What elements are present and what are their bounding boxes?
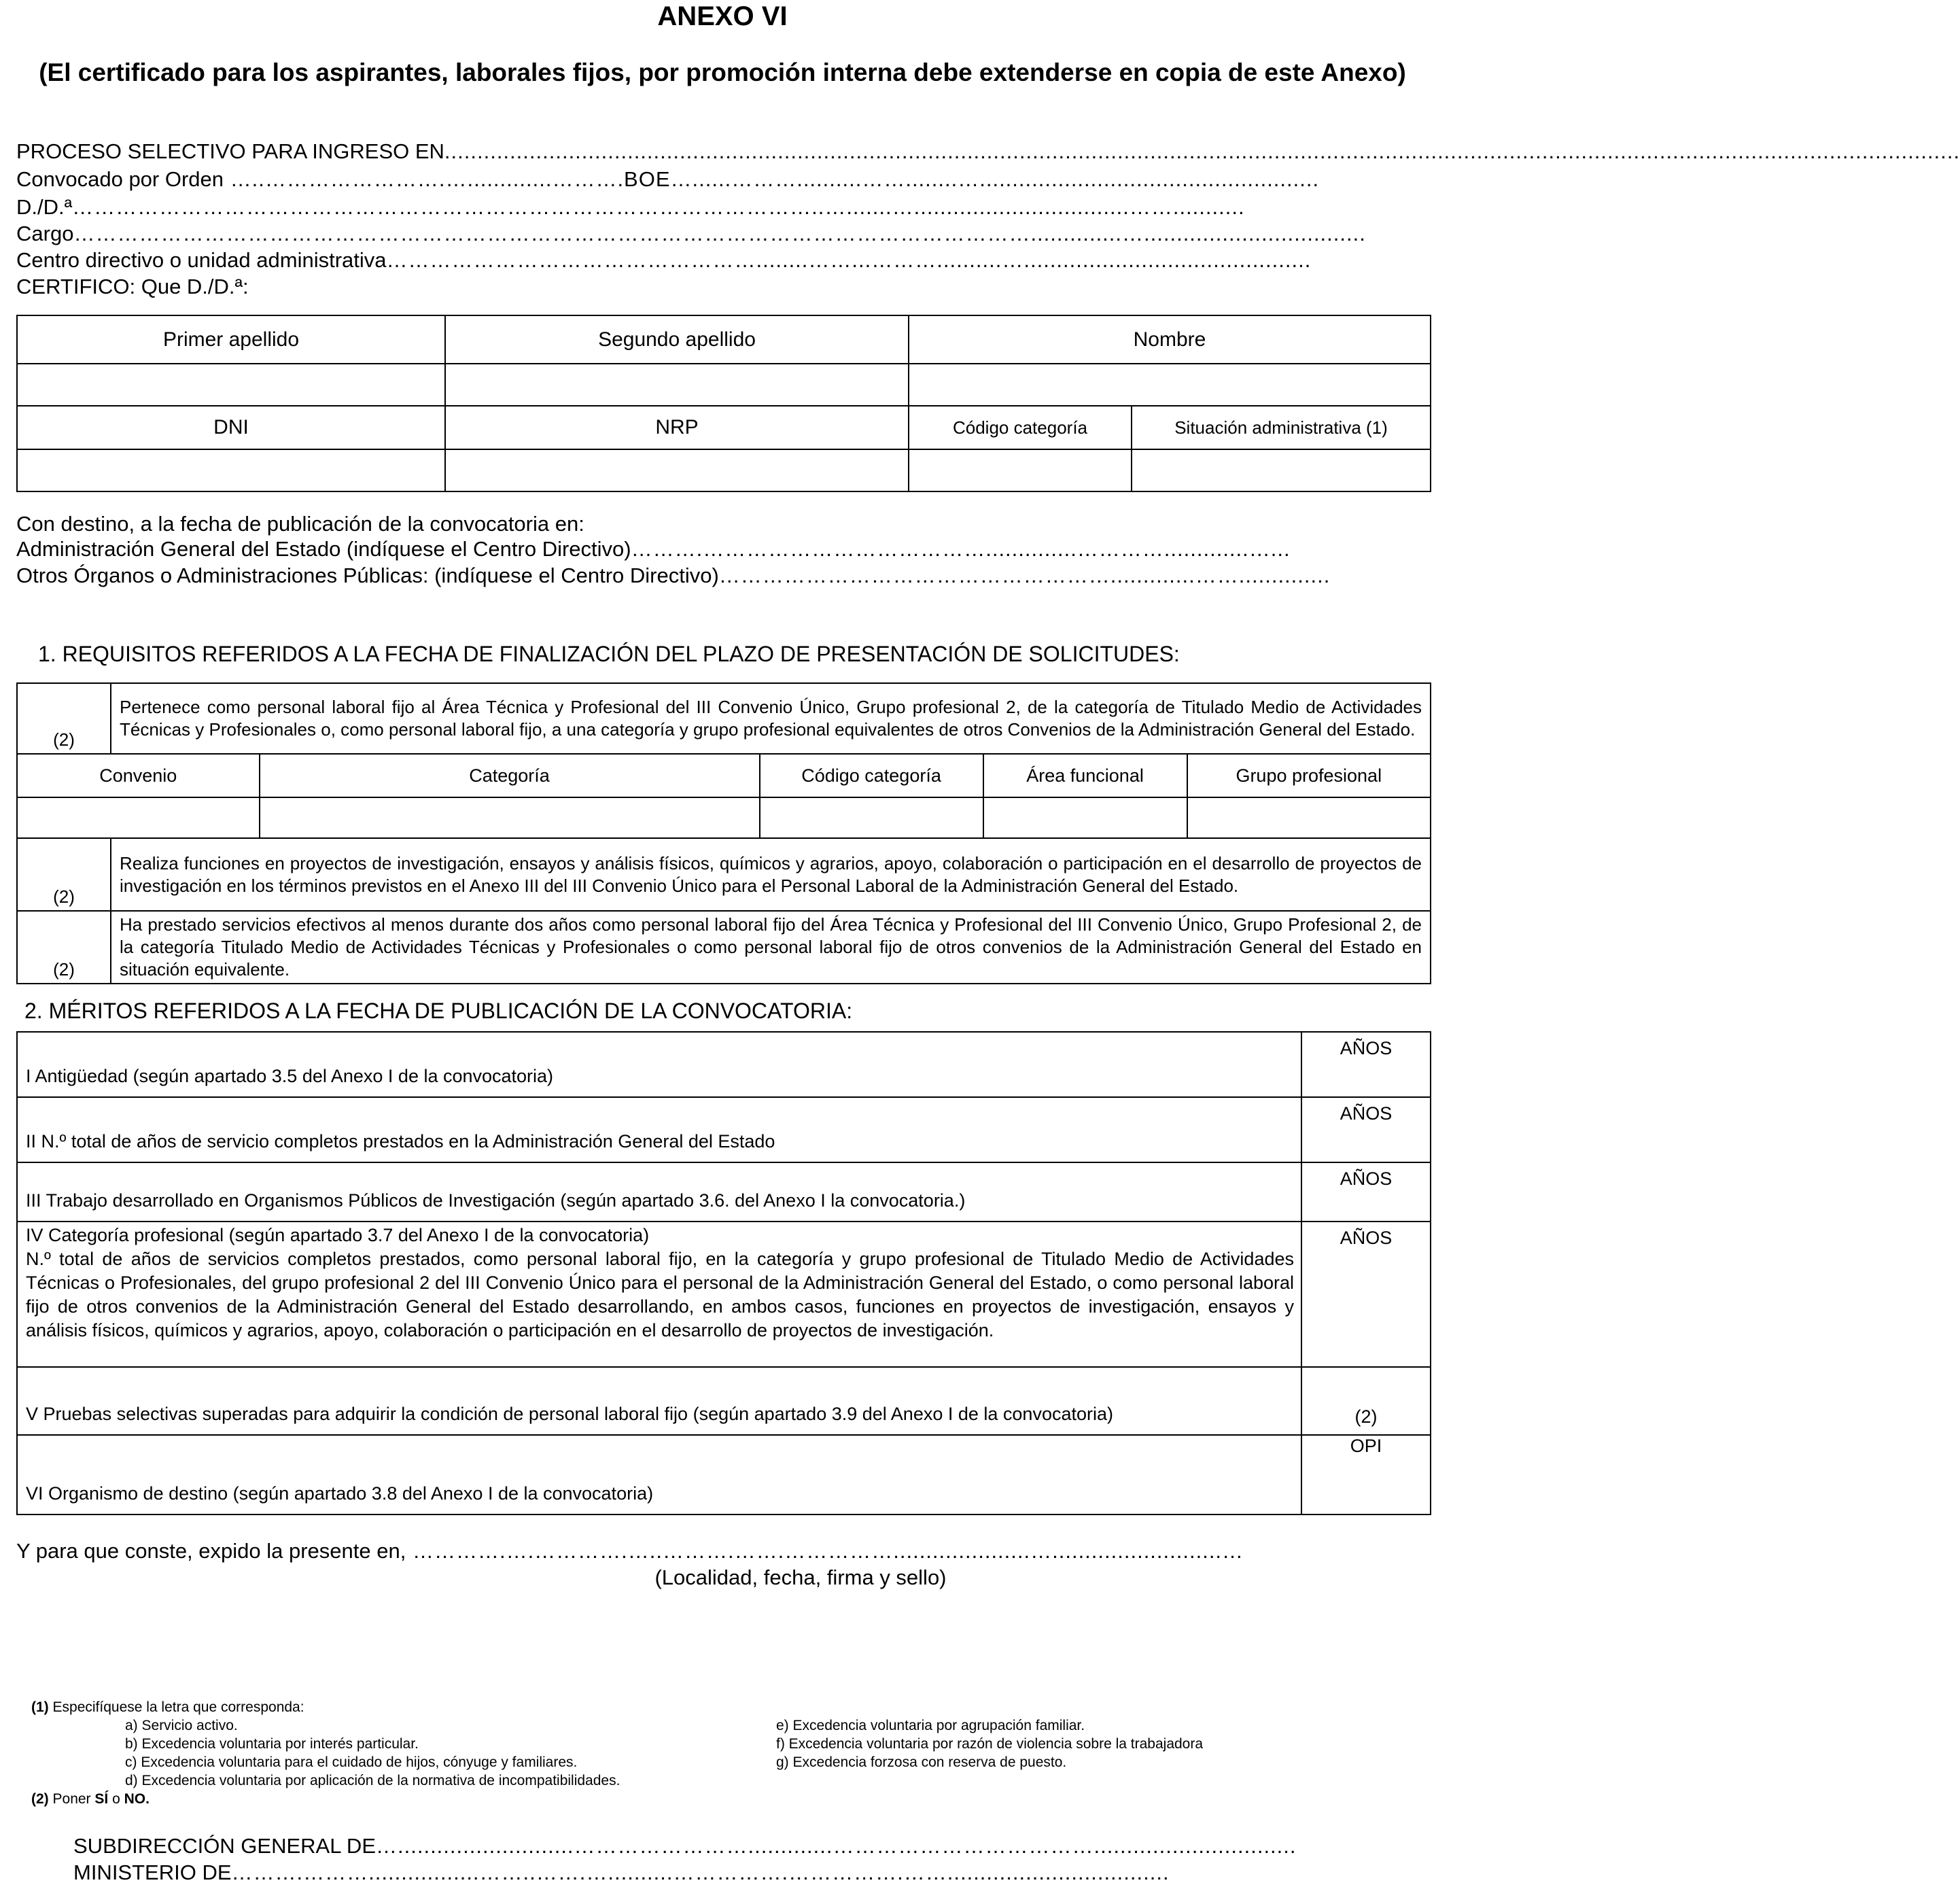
- input-primer-apellido[interactable]: [17, 364, 445, 406]
- destino-age-label: Administración General del Estado (indíquese el Centro Directivo): [16, 537, 631, 561]
- input-nrp[interactable]: [445, 449, 909, 491]
- field-label: PROCESO SELECTIVO PARA INGRESO EN: [16, 139, 444, 163]
- input-nombre[interactable]: [909, 364, 1431, 406]
- merit-servicios-label: II N.º total de años de servicio completos prestados en la Administración General del Estado: [17, 1097, 1301, 1162]
- merit-servicios-value[interactable]: AÑOS: [1301, 1097, 1431, 1162]
- field-label: Convocado por Orden: [16, 167, 224, 191]
- field-fill: ……………………………………………........……...………..........…............................................: [386, 248, 1312, 272]
- footnote-right-f: f) Excedencia voluntaria por razón de violencia sobre la trabajadora: [776, 1736, 1204, 1752]
- footnote-1-mark: (1): [31, 1699, 49, 1715]
- field-label: Cargo: [16, 222, 74, 245]
- header-categoria: Categoría: [260, 754, 760, 797]
- footnote-1: [31, 1698, 304, 1716]
- footnote-2-mark: (2): [31, 1791, 49, 1807]
- closing-line: [16, 1538, 1437, 1565]
- header-nrp: NRP: [445, 406, 909, 449]
- destino-otros: [16, 562, 1437, 589]
- subdireccion-label: SUBDIRECCIÓN GENERAL DE: [73, 1834, 376, 1858]
- input-area-funcional[interactable]: [983, 797, 1187, 838]
- input-grupo-profesional[interactable]: [1187, 797, 1431, 838]
- req1-text: Pertenece como personal laboral fijo al Área Técnica y Profesional del III Convenio Único, Grupo profesional 2, de la categoría de Titulado Medio de Actividades Técnicas y Profesionales o, como personal laboral fijo, a una categoría y grupo profesional equivalentes de otros Convenios de la Administración General del Estado.: [111, 683, 1431, 754]
- merit-categoria-detail: N.º total de años de servicios completos prestados, como personal laboral fijo, en la categoría y grupo profesional de Titulado Medio de Actividades Técnicas o Profesionales, del grupo profesional 2 del III Convenio Único para el personal de la Administración General del Estado, o como personal laboral fijo de otros convenios de la Administración General del Estado desarrollando, en ambos casos, funciones en proyectos de investigación, ensayos y análisis físicos, químicos y agrarios, apoyo, colaboración o participación en el desarrollo de proyectos de investigación.: [26, 1249, 1294, 1340]
- merit-pruebas-label: V Pruebas selectivas superadas para adquirir la condición de personal laboral fijo (según apartado 3.9 del Anexo I de la convocatoria): [17, 1367, 1301, 1435]
- field-label: D./D.ª: [16, 195, 73, 219]
- subdireccion-fill: …...........................…………………….............………………………………...............................: [376, 1834, 1297, 1858]
- input-codigo-categoria[interactable]: [760, 797, 983, 838]
- header-dni: DNI: [17, 406, 445, 449]
- field-proceso-selectivo: [16, 138, 1960, 165]
- closing-label: Y para que conste, expido la presente en,: [16, 1539, 406, 1563]
- merit-antiguedad-value[interactable]: AÑOS: [1301, 1032, 1431, 1097]
- destino-line1: Con destino, a la fecha de publicación de la convocatoria en:: [16, 512, 584, 536]
- ministerio-fill: ……….……….................……..…….…..........…………….…………….……..................................: [231, 1860, 1170, 1884]
- footnote-2: [31, 1790, 150, 1808]
- field-convocado: [16, 166, 1430, 193]
- requirements-table: [16, 682, 1431, 984]
- header-segundo-apellido: Segundo apellido: [445, 315, 909, 364]
- footnote-1-text: Especifíquese la letra que corresponda:: [48, 1699, 304, 1715]
- destino-age: [16, 536, 1437, 563]
- field-certifico: [16, 273, 1430, 300]
- header-codigo-categoria: Código categoría: [909, 406, 1132, 449]
- field-cargo: [16, 220, 1430, 247]
- destino-age-fill: ……….…………………………………..............………….............…...: [631, 537, 1291, 561]
- merit-opi-label: III Trabajo desarrollado en Organismos Públicos de Investigación (según apartado 3.6. del Anexo I la convocatoria.): [17, 1162, 1301, 1222]
- req3-mark[interactable]: (2): [17, 911, 111, 984]
- req1-mark[interactable]: (2): [17, 683, 111, 754]
- footnote-2-text: Poner: [48, 1791, 95, 1807]
- section2-heading: 2. MÉRITOS REFERIDOS A LA FECHA DE PUBLICACIÓN DE LA CONVOCATORIA:: [24, 999, 853, 1023]
- input-dni[interactable]: [17, 449, 445, 491]
- header-area-funcional: Área funcional: [983, 754, 1187, 797]
- field-fill: ........................................................................................................................................................................................................................................: [444, 139, 1960, 163]
- merit-antiguedad-label: I Antigüedad (según apartado 3.5 del Anexo I de la convocatoria): [17, 1032, 1301, 1097]
- footnote-left-a: a) Servicio activo.: [125, 1718, 238, 1733]
- req2-mark[interactable]: (2): [17, 838, 111, 911]
- input-convenio[interactable]: [17, 797, 260, 838]
- merit-organismo-label: VI Organismo de destino (según apartado 3.8 del Anexo I de la convocatoria): [17, 1435, 1301, 1514]
- header-situacion-administrativa: Situación administrativa (1): [1132, 406, 1431, 449]
- header-primer-apellido: Primer apellido: [17, 315, 445, 364]
- signature-subdireccion: [73, 1833, 1419, 1860]
- identity-table: [16, 315, 1431, 492]
- signature-ministerio: [73, 1859, 1419, 1886]
- footnote-left-b: b) Excedencia voluntaria por interés particular.: [125, 1736, 419, 1752]
- footnote-2-si: SÍ: [94, 1791, 109, 1807]
- field-centro-directivo: [16, 247, 1430, 274]
- footnote-right-e: e) Excedencia voluntaria por agrupación familiar.: [776, 1718, 1085, 1733]
- merit-opi-value[interactable]: AÑOS: [1301, 1162, 1431, 1222]
- header-convenio: Convenio: [17, 754, 260, 797]
- footnote-right-g: g) Excedencia forzosa con reserva de puesto.: [776, 1754, 1067, 1770]
- merits-table: [16, 1031, 1431, 1515]
- header-nombre: Nombre: [909, 315, 1431, 364]
- req2-text: Realiza funciones en proyectos de investigación, ensayos y análisis físicos, químicos y agrarios, apoyo, colaboración o participación en el desarrollo de proyectos de investigación en los términos previstos en el Anexo III del III Convenio Único para el Personal Laboral de la Administración General del Estado.: [111, 838, 1431, 911]
- header-codigo-categoria: Código categoría: [760, 754, 983, 797]
- destino-otros-label: Otros Órganos o Administraciones Públicas: (indíquese el Centro Directivo): [16, 564, 719, 587]
- merit-organismo-value[interactable]: OPI: [1301, 1435, 1431, 1514]
- field-fill: …………………………………………………………………………………………..….......….................................……...........: [72, 195, 1245, 219]
- document-subtitle: (El certificado para los aspirantes, laborales fijos, por promoción interna debe extenderse en copia de este Anexo): [39, 58, 1406, 86]
- footnote-left-c: c) Excedencia voluntaria para el cuidado de hijos, cónyuge y familiares.: [125, 1754, 578, 1770]
- footnote-2-o: o: [108, 1791, 124, 1807]
- field-label: CERTIFICO: Que D./D.ª:: [16, 275, 249, 298]
- input-codigo-categoria[interactable]: [909, 449, 1132, 491]
- field-fill: …..…………………….….............……….BOE…......………..........……........…....................................................: [224, 167, 1320, 191]
- input-segundo-apellido[interactable]: [445, 364, 909, 406]
- input-situacion-administrativa[interactable]: [1132, 449, 1431, 491]
- field-label: Centro directivo o unidad administrativa: [16, 248, 387, 272]
- closing-sub: (Localidad, fecha, firma y sello): [654, 1565, 947, 1589]
- req3-text: Ha prestado servicios efectivos al menos durante dos años como personal laboral fijo del Área Técnica y Profesional del III Convenio Único, Grupo Profesional 2, de la categoría Titulado Medio de Actividades Técnicas y Profesionales o como personal laboral fijo de otros convenios de la Administración General del Estado en situación equivalente.: [111, 911, 1431, 984]
- merit-pruebas-value[interactable]: (2): [1301, 1367, 1431, 1435]
- merit-categoria-value[interactable]: AÑOS: [1301, 1222, 1431, 1367]
- input-categoria[interactable]: [260, 797, 760, 838]
- footnote-left-d: d) Excedencia voluntaria por aplicación de la normativa de incompatibilidades.: [125, 1773, 620, 1788]
- footnote-2-no: NO.: [124, 1791, 150, 1807]
- closing-fill: ………….….………….…..……….…….…………….....................…..........................…: [406, 1539, 1244, 1563]
- header-grupo-profesional: Grupo profesional: [1187, 754, 1431, 797]
- ministerio-label: MINISTERIO DE: [73, 1860, 232, 1884]
- field-dd: [16, 194, 1430, 221]
- section1-heading: 1. REQUISITOS REFERIDOS A LA FECHA DE FINALIZACIÓN DEL PLAZO DE PRESENTACIÓN DE SOLICITUDES:: [38, 642, 1180, 666]
- document-title: ANEXO VI: [657, 1, 788, 31]
- merit-categoria-title: IV Categoría profesional (según apartado 3.7 del Anexo I de la convocatoria): [26, 1225, 650, 1245]
- destino-otros-fill: ……………………………………………….............……..............: [718, 564, 1331, 587]
- field-fill: ……………………………………………………………………………………………………………………..............…..................................: [73, 222, 1366, 245]
- merit-categoria-label: [17, 1222, 1301, 1367]
